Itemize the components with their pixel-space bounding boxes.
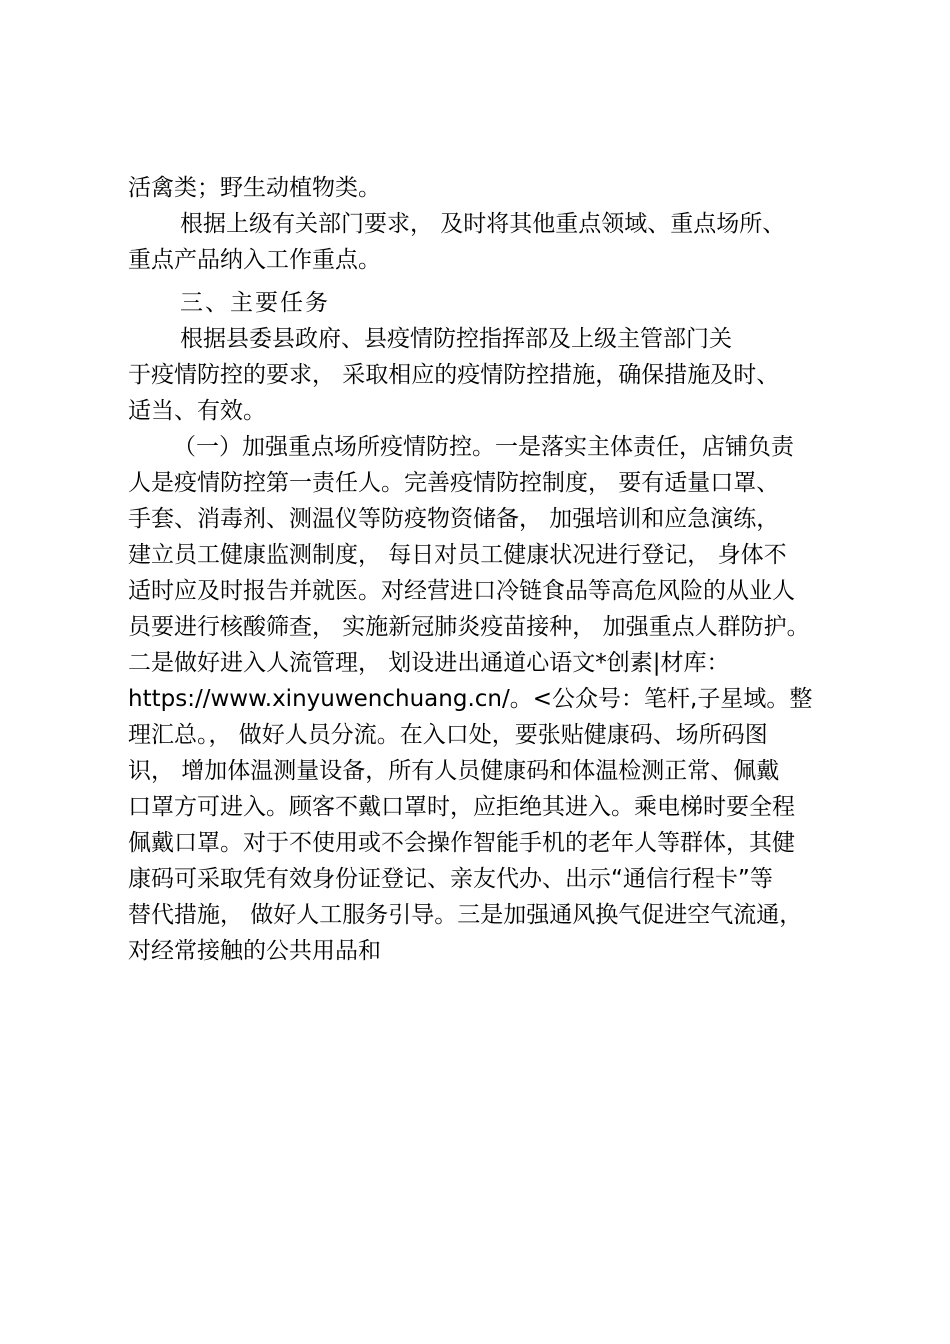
text-line: 理汇总。， 做好人员分流。在入口处，要张贴健康码、场所码图 bbox=[128, 722, 768, 748]
paragraph-first-line: 根据县委县政府、县疫情防控指挥部及上级主管部门关 bbox=[180, 326, 732, 352]
paragraph-first-line: （一）加强重点场所疫情防控。一是落实主体责任，店铺负责 bbox=[173, 434, 794, 460]
text-line: 活禽类；野生动植物类。 bbox=[128, 175, 381, 201]
text-line: 二是做好进入人流管理， 划设进出通道心语文*创素|材库： bbox=[128, 650, 730, 676]
document-body bbox=[128, 170, 848, 969]
text-line: 康码可采取凭有效身份证登记、亲友代办、出示“通信行程卡”等 bbox=[128, 866, 773, 892]
text-line: 替代措施， 做好人工服务引导。三是加强通风换气促进空气流通， bbox=[128, 902, 803, 928]
text-line: 员要进行核酸筛查， 实施新冠肺炎疫苗接种， 加强重点人群防护。 bbox=[128, 614, 810, 640]
text-line: https://www.xinyuwenchuang.cn/。<公众号：笔杆,子星域。整 bbox=[128, 686, 813, 712]
text-line: 于疫情防控的要求， 采取相应的疫情防控措施，确保措施及时、 bbox=[128, 362, 780, 388]
text-line: 对经常接触的公共用品和 bbox=[128, 938, 381, 964]
text-line: 识， 增加体温测量设备，所有人员健康码和体温检测正常、佩戴 bbox=[128, 758, 780, 784]
section-heading: 三、主要任务 bbox=[180, 290, 330, 316]
text-line: 人是疫情防控第一责任人。完善疫情防控制度， 要有适量口罩、 bbox=[128, 470, 780, 496]
text-line: 建立员工健康监测制度， 每日对员工健康状况进行登记， 身体不 bbox=[128, 542, 787, 568]
paragraph-first-line: 根据上级有关部门要求， 及时将其他重点领域、重点场所、 bbox=[180, 211, 786, 237]
text-line: 重点产品纳入工作重点。 bbox=[128, 247, 381, 273]
text-line: 适时应及时报告并就医。对经营进口冷链食品等高危风险的从业人 bbox=[128, 578, 795, 604]
text-line: 佩戴口罩。对于不使用或不会操作智能手机的老年人等群体，其健 bbox=[128, 830, 795, 856]
text-line: 口罩方可进入。顾客不戴口罩时，应拒绝其进入。乘电梯时要全程 bbox=[128, 794, 795, 820]
text-line: 适当、有效。 bbox=[128, 398, 266, 424]
text-line: 手套、消毒剂、测温仪等防疫物资储备， 加强培训和应急演练， bbox=[128, 506, 780, 532]
